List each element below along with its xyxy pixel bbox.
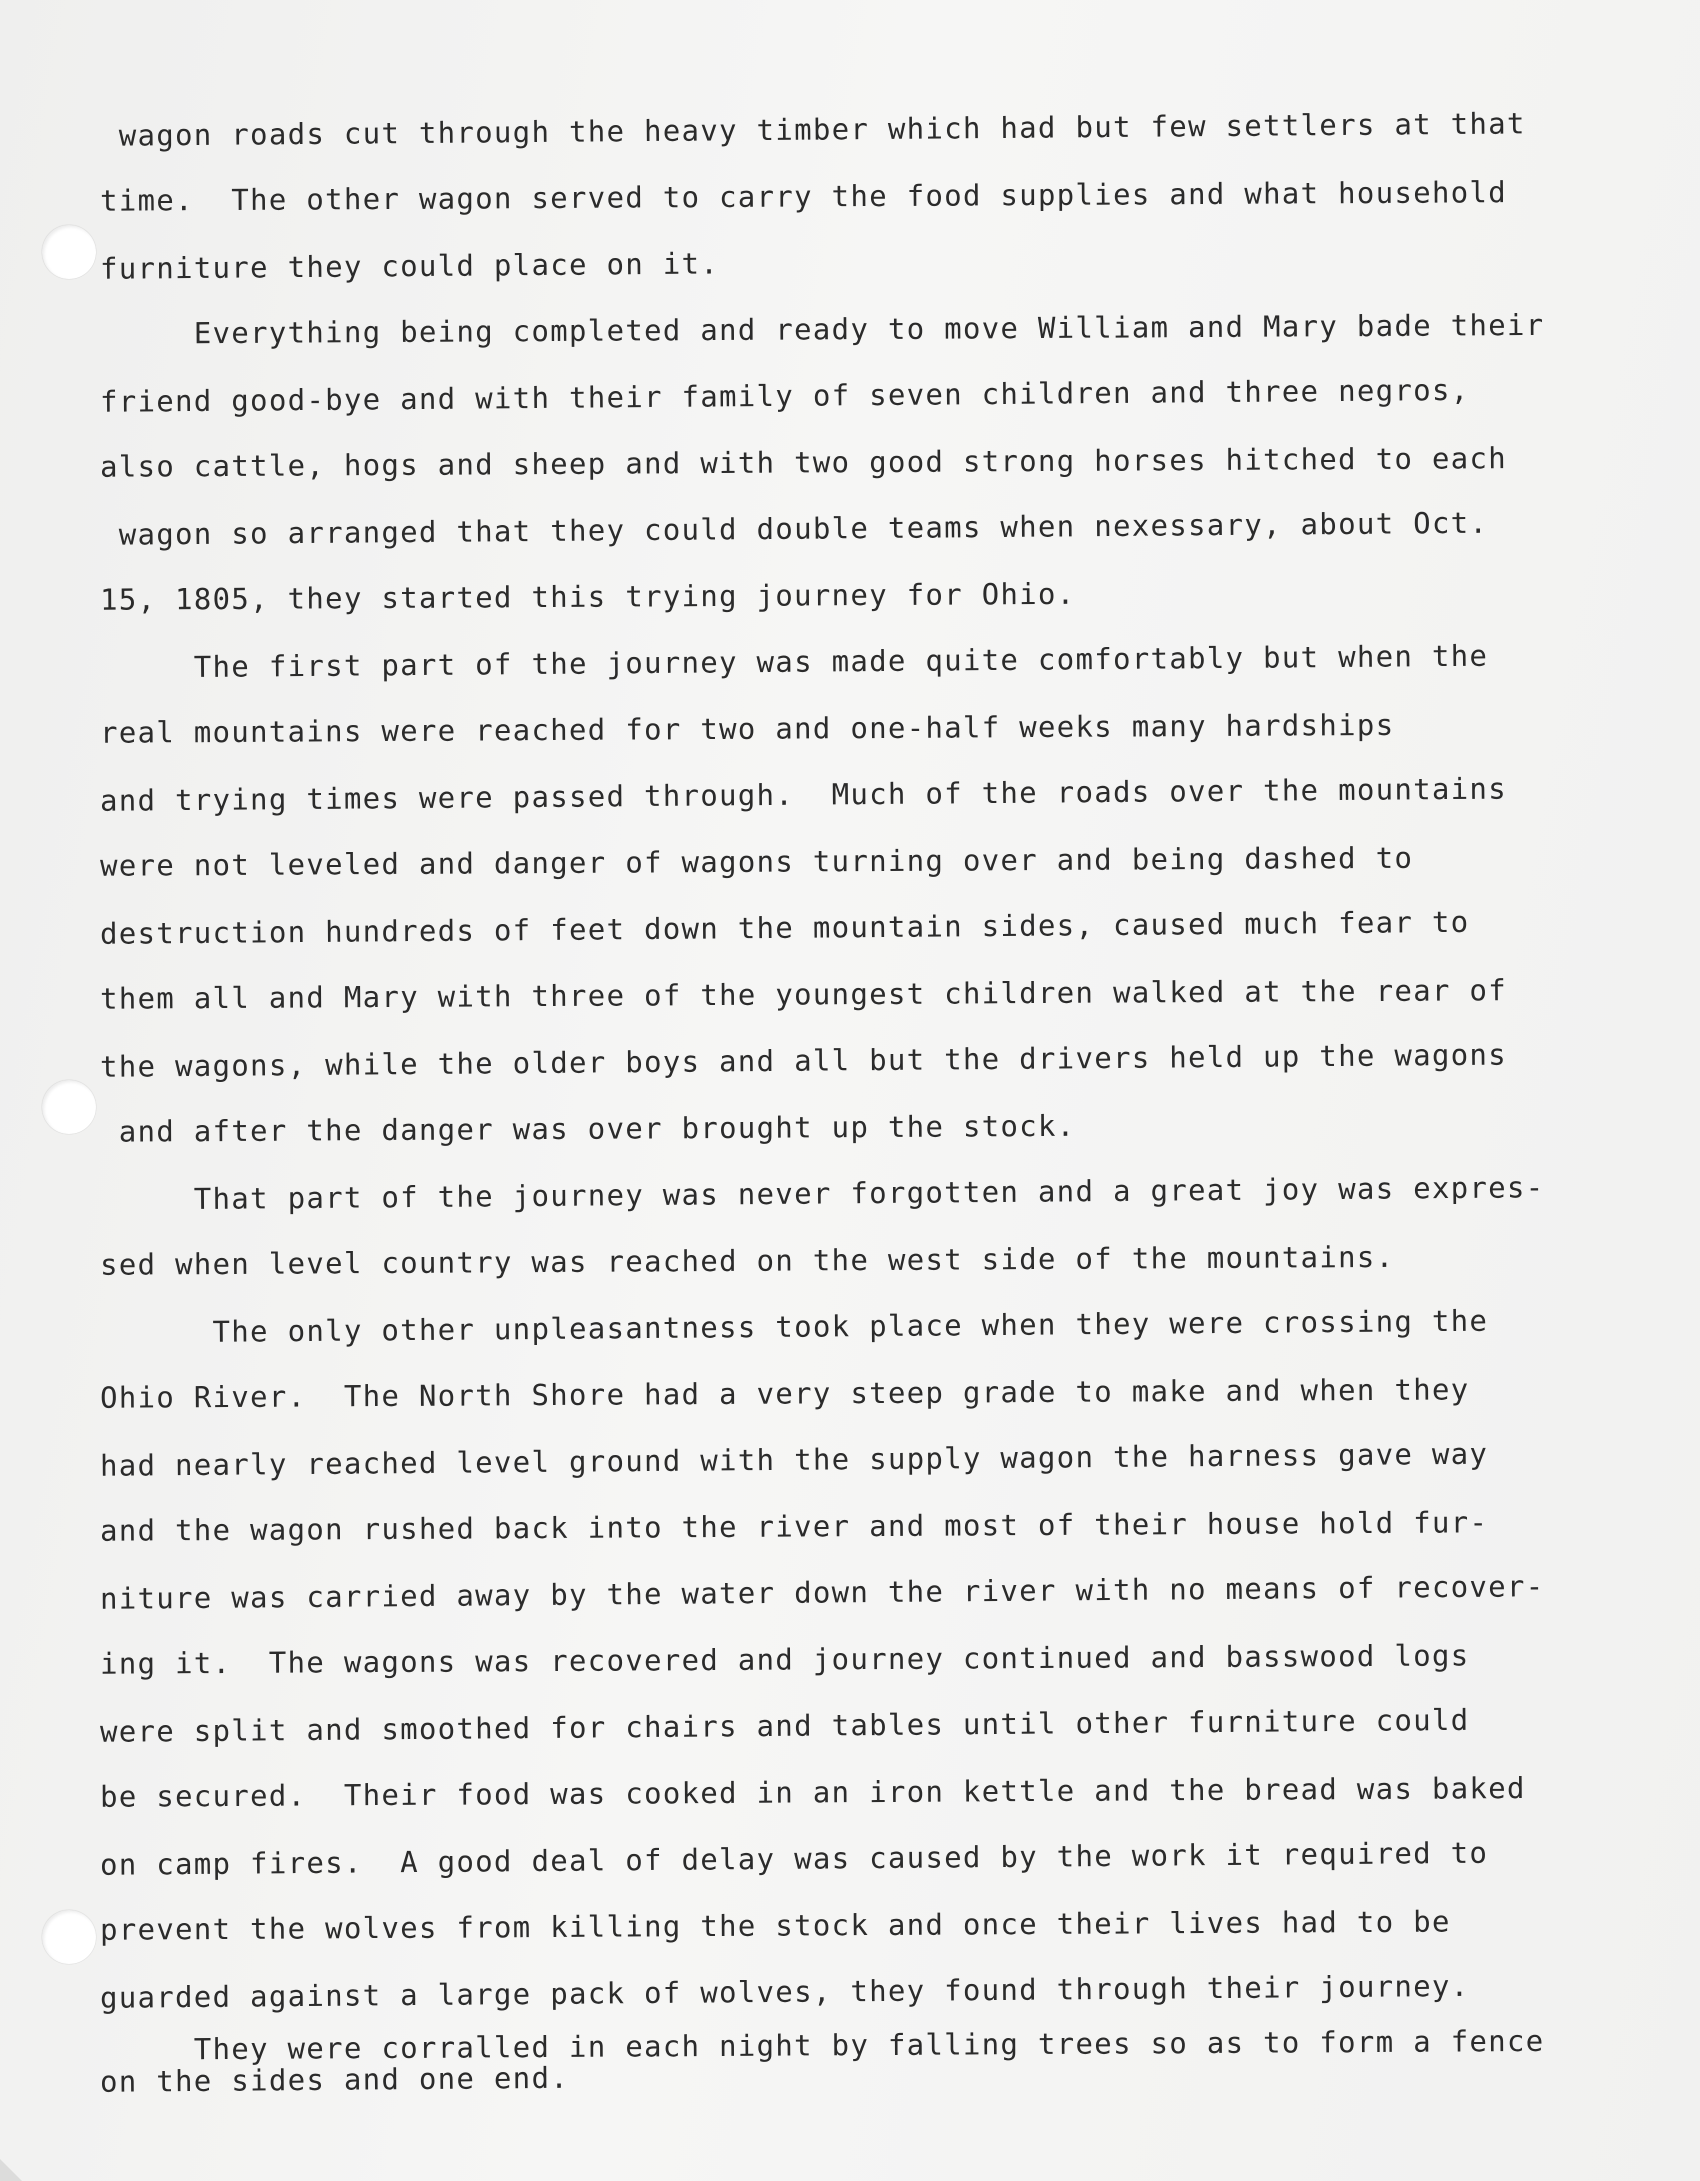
- binder-hole: [42, 1910, 96, 1964]
- text-line: the wagons, while the older boys and all but the drivers held up the wagons: [99, 1037, 1508, 1084]
- text-line: They were corralled in each night by falling trees so as to form a fence: [99, 2023, 1545, 2067]
- text-line: prevent the wolves from killing the stock and once their lives had to be: [99, 1904, 1451, 1947]
- text-line: be secured. Their food was cooked in an iron kettle and the bread was baked: [99, 1770, 1526, 1814]
- text-line: on the sides and one end.: [99, 2060, 570, 2099]
- text-line: and trying times were passed through. Much of the roads over the mountains: [99, 771, 1508, 818]
- text-line: The only other unpleasantness took place when they were crossing the: [99, 1303, 1489, 1350]
- text-line: guarded against a large pack of wolves, they found through their journey.: [99, 1968, 1470, 2015]
- text-line: wagon roads cut through the heavy timber which had but few settlers at that: [99, 106, 1526, 153]
- text-line: wagon so arranged that they could double teams when nexessary, about Oct.: [99, 505, 1489, 552]
- text-line: were not leveled and danger of wagons turning over and being dashed to: [99, 840, 1414, 883]
- page-corner-fold: [0, 2159, 22, 2181]
- text-line: real mountains were reached for two and one-half weeks many hardships: [99, 707, 1395, 750]
- text-line: ing it. The wagons was recovered and journey continued and basswood logs: [99, 1637, 1470, 1681]
- binder-hole: [42, 1080, 96, 1134]
- text-line: furniture they could place on it.: [99, 246, 720, 286]
- text-line: and the wagon rushed back into the river and most of their house hold fur-: [99, 1504, 1489, 1548]
- text-line: also cattle, hogs and sheep and with two good strong horses hitched to each: [99, 440, 1508, 484]
- typed-body-text: [99, 96, 1660, 2099]
- binder-hole: [42, 225, 96, 279]
- text-line: them all and Mary with three of the youngest children walked at the rear of: [99, 972, 1508, 1016]
- text-line: Ohio River. The North Shore had a very steep grade to make and when they: [99, 1371, 1470, 1415]
- text-line: sed when level country was reached on the west side of the mountains.: [99, 1239, 1395, 1282]
- text-line: friend good-bye and with their family of seven children and three negros,: [99, 372, 1470, 419]
- text-line: destruction hundreds of feet down the mountain sides, caused much fear to: [99, 904, 1470, 951]
- text-line: niture was carried away by the water down the river with no means of recover-: [99, 1569, 1545, 1616]
- text-line: and after the danger was over brought up the stock.: [99, 1108, 1076, 1149]
- text-line: were split and smoothed for chairs and tables until other furniture could: [99, 1702, 1470, 1749]
- text-line: That part of the journey was never forgotten and a great joy was expres-: [99, 1170, 1545, 1217]
- text-line: The first part of the journey was made quite comfortably but when the: [99, 638, 1489, 685]
- text-line: on camp fires. A good deal of delay was caused by the work it required to: [99, 1835, 1489, 1882]
- text-line: 15, 1805, they started this trying journey for Ohio.: [99, 576, 1076, 617]
- text-line: Everything being completed and ready to move William and Mary bade their: [99, 307, 1545, 351]
- text-line: time. The other wagon served to carry the food supplies and what household: [99, 174, 1508, 218]
- text-line: had nearly reached level ground with the supply wagon the harness gave way: [99, 1436, 1489, 1483]
